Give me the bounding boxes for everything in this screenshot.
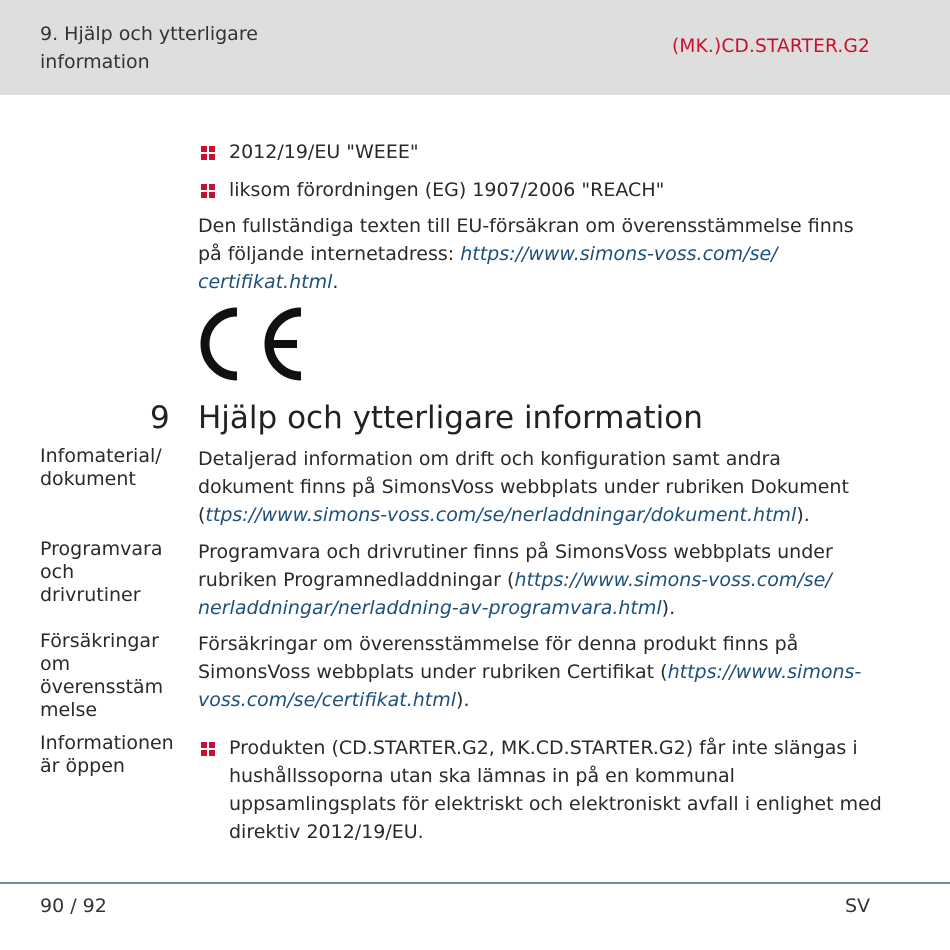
certificate-link[interactable]: https://www.simons-voss.com/se/	[460, 243, 778, 265]
paragraph-line: Detaljerad information om drift och konfiguration samt andra	[198, 448, 781, 470]
margin-label-line: Informationen	[40, 732, 174, 754]
paragraph-line: dokument finns på SimonsVoss webbplats under rubriken Dokument	[198, 476, 849, 498]
paragraph-line	[198, 686, 878, 714]
bullet-icon	[201, 742, 215, 756]
certificate-link[interactable]: certifikat.html	[198, 271, 333, 293]
margin-label-line: Programvara	[40, 538, 163, 560]
paragraph-text: rubriken Programnedladdningar (	[198, 569, 515, 591]
documents-link[interactable]: ttps://www.simons-voss.com/se/nerladdningar/dokument.html	[205, 504, 797, 526]
bullet-text: liksom förordningen (EG) 1907/2006 "REACH"	[229, 179, 665, 201]
paragraph-line: Försäkringar om överensstämmelse för denna produkt finns på	[198, 633, 799, 655]
conformity-paragraph	[198, 630, 878, 714]
paragraph-text: ).	[796, 504, 810, 526]
bullet-text: 2012/19/EU "WEEE"	[229, 141, 419, 163]
paragraph-text: på följande internetadress:	[198, 243, 461, 265]
paragraph-line: direktiv 2012/19/EU.	[229, 821, 424, 843]
paragraph-line	[198, 658, 878, 686]
margin-label-line: dokument	[40, 468, 136, 490]
section-title: Hjälp och ytterligare information	[198, 400, 703, 436]
margin-label-line: Infomaterial/	[40, 445, 162, 467]
bullet-icon	[201, 184, 215, 198]
info-paragraph	[198, 445, 878, 529]
paragraph-line	[198, 594, 878, 622]
bullet-text-block	[229, 734, 889, 846]
page-number: 90 / 92	[40, 895, 107, 917]
declaration-paragraph	[198, 212, 878, 296]
paragraph-line: Produkten (CD.STARTER.G2, MK.CD.STARTER.G2) får inte slängas i	[229, 737, 858, 759]
margin-label-infomaterial	[40, 445, 180, 491]
margin-label-line: melse	[40, 699, 98, 721]
header-title-line: 9. Hjälp och ytterligare	[40, 23, 258, 45]
margin-label-disposal	[40, 732, 180, 778]
margin-label-line: om	[40, 653, 71, 675]
ce-mark-logo	[197, 304, 307, 384]
header-chapter-title	[40, 20, 340, 76]
bullet-icon	[201, 146, 215, 160]
paragraph-text: SimonsVoss webbplats under rubriken Certifikat (	[198, 661, 668, 683]
margin-label-software	[40, 538, 180, 607]
paragraph-line	[198, 501, 878, 529]
paragraph-text: .	[332, 271, 339, 293]
certificate-link[interactable]: voss.com/se/certifikat.html	[198, 689, 457, 711]
software-paragraph	[198, 538, 878, 622]
software-download-link[interactable]: https://www.simons-voss.com/se/	[514, 569, 832, 591]
margin-label-line: och drivrutiner	[40, 561, 141, 606]
footer-divider	[0, 882, 950, 884]
margin-label-conformity	[40, 630, 180, 722]
margin-label-line: är öppen	[40, 755, 125, 777]
paragraph-text: ).	[661, 597, 676, 619]
paragraph-text: (	[198, 504, 206, 526]
paragraph-text: ).	[456, 689, 470, 711]
paragraph-line: hushållssoporna utan ska lämnas in på en kommunal	[229, 765, 735, 787]
section-number: 9	[150, 400, 170, 436]
software-download-link[interactable]: nerladdningar/nerladdning-av-programvara.html	[198, 597, 662, 619]
certificate-link[interactable]: https://www.simons-	[667, 661, 862, 683]
paragraph-line: Den fullständiga texten till EU-försäkran om överensstämmelse finns	[198, 215, 854, 237]
paragraph-line: uppsamlingsplats för elektriskt och elektroniskt avfall i enlighet med	[229, 793, 882, 815]
header-title-line: information	[40, 51, 150, 73]
paragraph-line: Programvara och drivrutiner finns på SimonsVoss webbplats under	[198, 541, 833, 563]
paragraph-line	[198, 268, 878, 296]
header-product-name: (MK.)CD.STARTER.G2	[672, 36, 870, 57]
margin-label-line: Försäkringar	[40, 630, 159, 652]
paragraph-line	[198, 240, 878, 268]
margin-label-line: överensstäm	[40, 676, 164, 698]
paragraph-line	[198, 566, 878, 594]
language-code: SV	[844, 895, 870, 917]
page-header	[0, 0, 950, 95]
